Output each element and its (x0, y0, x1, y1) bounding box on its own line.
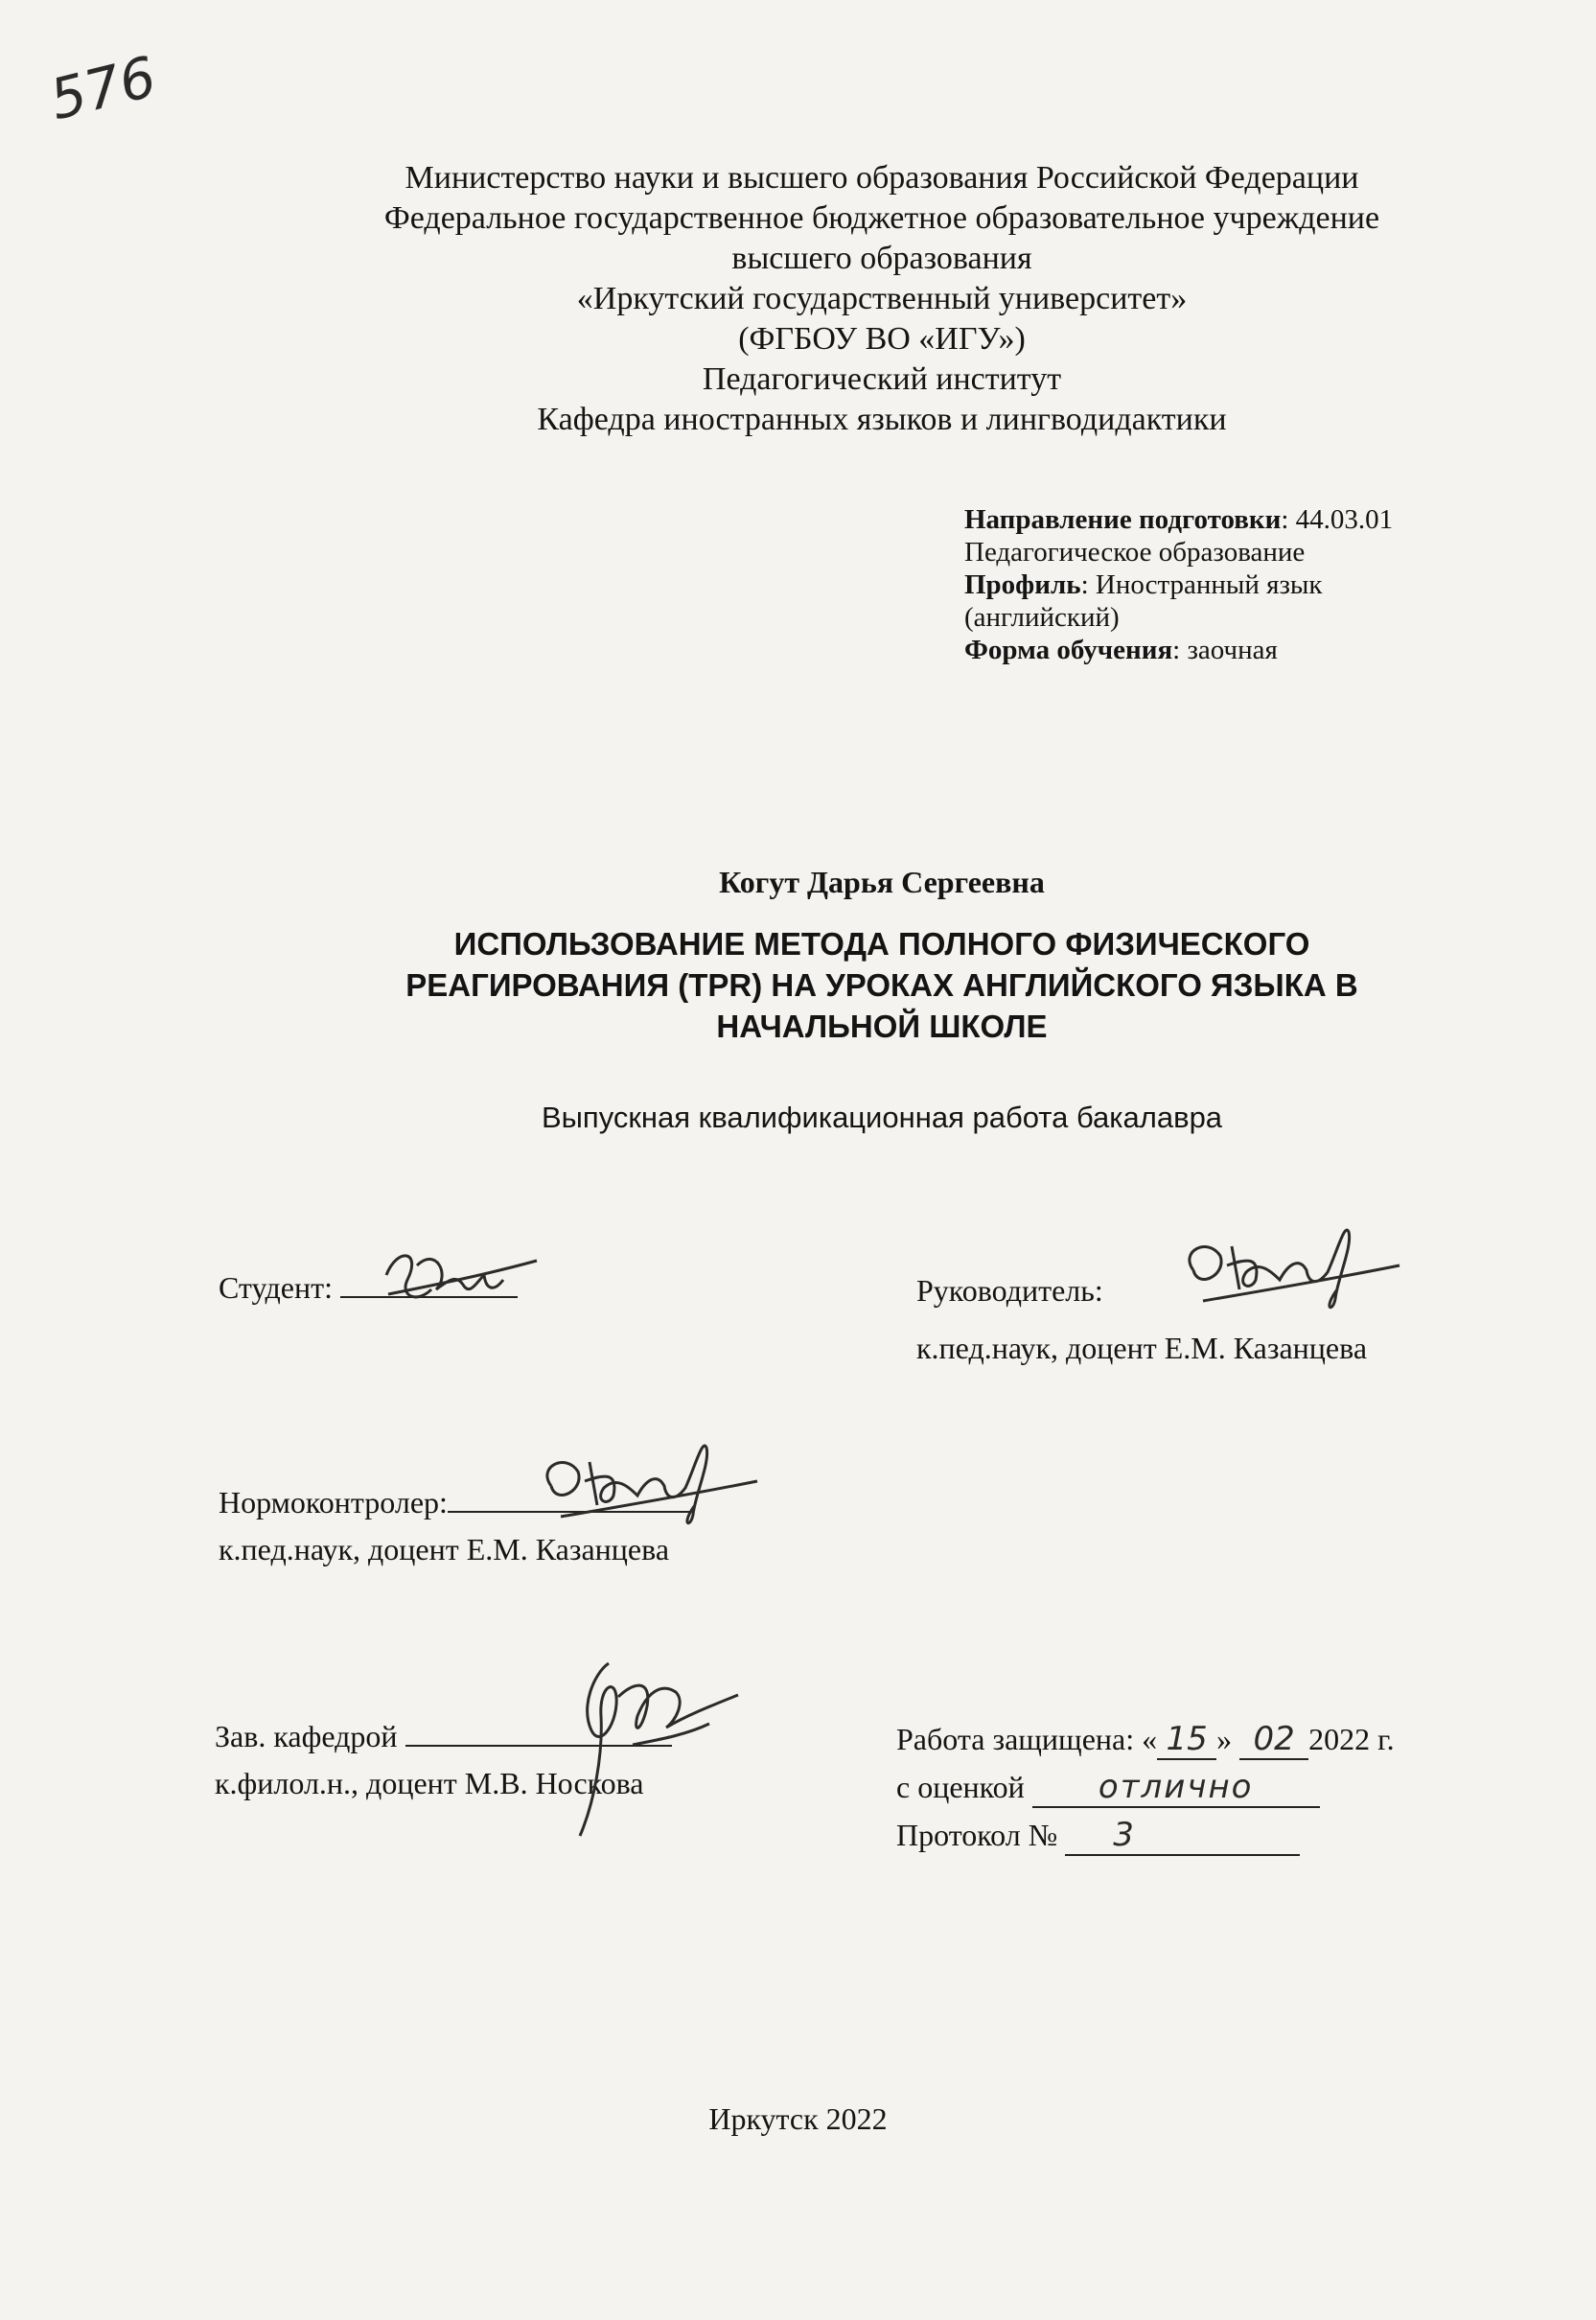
defense-month-field (1239, 1720, 1308, 1760)
grade-value: отлично (1098, 1768, 1254, 1806)
university-abbr: (ФГБОУ ВО «ИГУ») (738, 321, 1026, 357)
direction-code: : 44.03.01 (1281, 504, 1394, 535)
defense-label: Работа защищена: « (896, 1722, 1158, 1756)
author-name: Когут Дарья Сергеевна (719, 865, 1045, 899)
defense-day-field (1157, 1720, 1216, 1760)
profile-label: Профиль (964, 569, 1081, 600)
institution-line: Федеральное государственное бюджетное образовательное учреждение (383, 200, 1380, 236)
defense-month: 02 (1253, 1720, 1295, 1758)
defense-quote-close: » (1216, 1722, 1233, 1756)
ministry-line: Министерство науки и высшего образования Российской Федерации (405, 160, 1359, 196)
direction-label: Направление подготовки (964, 504, 1282, 535)
head-label: Зав. кафедрой (215, 1719, 398, 1753)
title-line: НАЧАЛЬНОЙ ШКОЛЕ (716, 1009, 1048, 1044)
institution-line-2: высшего образования (731, 241, 1032, 276)
handwritten-page-number: 576 (43, 43, 163, 133)
defense-day: 15 (1166, 1720, 1208, 1758)
university-line: «Иркутский государственный университет» (576, 281, 1188, 316)
grade-line (896, 1768, 1320, 1808)
normcontroller-label: Нормоконтролер: (219, 1485, 448, 1520)
head-name: к.филол.н., доцент М.В. Носкова (215, 1766, 644, 1800)
grade-field (1032, 1768, 1320, 1808)
title-line: ИСПОЛЬЗОВАНИЕ МЕТОДА ПОЛНОГО ФИЗИЧЕСКОГО (453, 926, 1310, 962)
study-form-label: Форма обучения (964, 635, 1173, 665)
city-year: Иркутск 2022 (708, 2101, 888, 2136)
grade-label: с оценкой (896, 1770, 1025, 1804)
protocol-field (1065, 1816, 1300, 1856)
protocol-line (896, 1816, 1300, 1856)
student-label: Студент: (219, 1270, 333, 1305)
protocol-number: 3 (1113, 1816, 1134, 1854)
study-form-value: : заочная (1172, 635, 1278, 665)
protocol-label: Протокол № (896, 1818, 1058, 1852)
study-direction-block (964, 503, 1501, 666)
title-line: РЕАГИРОВАНИЯ (TPR) НА УРОКАХ АНГЛИЙСКОГО ЯЗЫКА В (405, 967, 1358, 1003)
normcontroller-signature (532, 1424, 762, 1539)
student-signature (379, 1237, 542, 1328)
defense-year: 2022 г. (1308, 1722, 1395, 1756)
head-signature (542, 1639, 743, 1845)
thesis-title (220, 923, 1543, 1047)
supervisor-label: Руководитель: (916, 1273, 1103, 1308)
supervisor-signature (1174, 1213, 1404, 1323)
profile-value-2: (английский) (964, 602, 1120, 633)
normcontroller-name: к.пед.наук, доцент Е.М. Казанцева (219, 1532, 670, 1566)
work-type: Выпускная квалификационная работа бакалавра (541, 1101, 1223, 1134)
supervisor-name: к.пед.наук, доцент Е.М. Казанцева (916, 1331, 1368, 1365)
profile-value: : Иностранный язык (1080, 569, 1323, 600)
header-block (211, 158, 1553, 440)
defense-line (896, 1720, 1395, 1760)
department-line: Кафедра иностранных языков и лингводидактики (537, 402, 1227, 437)
direction-name: Педагогическое образование (964, 537, 1306, 568)
institute-line: Педагогический институт (702, 361, 1062, 397)
